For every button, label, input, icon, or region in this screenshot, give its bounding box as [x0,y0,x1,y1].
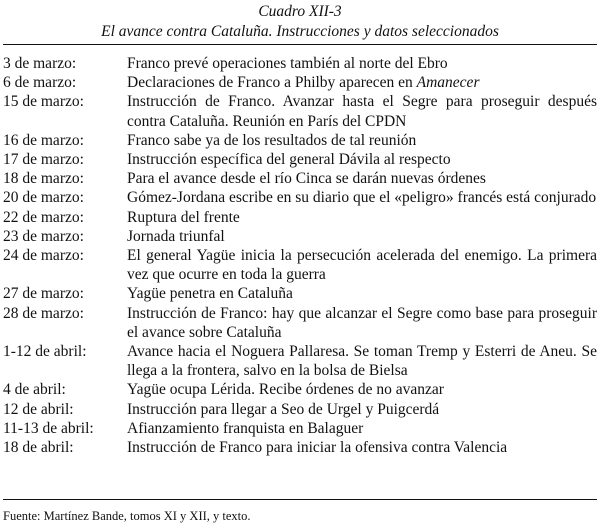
row-text-main: Jornada triunfal [127,227,225,245]
table-row [3,419,597,438]
row-text [127,92,597,130]
row-text [127,246,597,284]
row-date: 18 de marzo: [3,170,84,188]
row-date: 22 de marzo: [3,208,84,226]
table-row [3,438,597,457]
row-date: 27 de marzo: [3,285,84,303]
row-text [127,188,597,207]
row-date: 3 de marzo: [3,55,77,72]
table-row [3,227,597,246]
source-note: Fuente: Martínez Bande, tomos XI y XII, y texto. [3,509,251,523]
row-text-main: Afianzamiento franquista en Balaguer [127,419,364,437]
table-row [3,150,597,169]
row-text [127,284,597,303]
row-date: 28 de marzo: [3,304,84,322]
row-text [127,54,597,73]
table-row [3,188,597,207]
row-date: 4 de abril: [3,381,66,399]
row-text-main: Gómez-Jordana escribe en su diario que el «peligro» francés está conjurado [127,189,597,207]
row-text-main: Instrucción de Franco. Avanzar hasta el Segre para proseguir después contra Cataluña. Reunión en París del CPDN [127,93,597,130]
row-date: 11-13 de abril: [3,419,94,437]
bottom-rule [3,499,597,500]
row-date: 20 de marzo: [3,189,84,207]
row-date: 23 de marzo: [3,227,84,245]
row-text-main: Avance hacia el Noguera Pallaresa. Se toman Tremp y Esterri de Aneu. Se llega a la frontera, salvo en la bolsa de Bielsa [127,343,597,380]
table-row [3,342,597,380]
row-date: 12 de abril: [3,400,74,418]
row-text-main: Declaraciones de Franco a Philby aparecen en [127,74,417,92]
row-text [127,169,597,188]
row-text-main: Ruptura del frente [127,208,240,226]
row-date: 16 de marzo: [3,131,84,149]
table-row [3,208,597,227]
chronology-rows [3,54,597,457]
row-text-main: Instrucción de Franco para iniciar la ofensiva contra Valencia [127,439,508,457]
table-row [3,246,597,284]
row-text-main: Franco sabe ya de los resultados de tal reunión [127,131,417,149]
row-text-main: Franco prevé operaciones también al norte del Ebro [127,55,448,72]
row-date: 15 de marzo: [3,93,84,111]
row-text [127,438,597,457]
row-text [127,380,597,399]
row-text-main: Instrucción para llegar a Seo de Urgel y Puigcerdá [127,400,440,418]
row-text [127,304,597,342]
row-date: 18 de abril: [3,439,74,457]
row-text [127,227,597,246]
row-text [127,208,597,227]
table-row [3,54,597,73]
table-row [3,304,597,342]
row-date: 17 de marzo: [3,151,84,169]
row-text-main: Instrucción de Franco: hay que alcanzar el Segre como base para proseguir el avance sobre Cataluña [127,304,597,341]
top-rule [3,44,597,45]
row-date: 1-12 de abril: [3,343,87,361]
row-text-main: El general Yagüe inicia la persecución acelerada del enemigo. La primera vez que ocurre en toda la guerra [127,247,597,284]
table-row [3,169,597,188]
table-row [3,380,597,399]
row-text [127,150,597,169]
table-caption [0,2,600,42]
table-title: Cuadro XII-3 [258,3,342,20]
row-text [127,73,597,92]
row-text-main: Yagüe ocupa Lérida. Recibe órdenes de no avanzar [127,381,444,399]
table-row [3,73,597,92]
chronology-table [3,54,597,457]
row-text-italic: Amanecer [416,74,480,92]
table-row [3,131,597,150]
row-text-main: Para el avance desde el río Cinca se darán nuevas órdenes [127,170,486,188]
table-row [3,92,597,130]
row-text [127,419,597,438]
table-row [3,400,597,419]
row-text-main: Yagüe penetra en Cataluña [127,285,293,303]
row-date: 6 de marzo: [3,74,77,92]
row-text [127,400,597,419]
row-date: 24 de marzo: [3,247,84,265]
document-page [0,0,600,42]
table-row [3,284,597,303]
row-text [127,131,597,150]
table-subtitle: El avance contra Cataluña. Instrucciones y datos seleccionados [101,23,499,40]
row-text-main: Instrucción específica del general Dávila al respecto [127,151,451,169]
row-text [127,342,597,380]
